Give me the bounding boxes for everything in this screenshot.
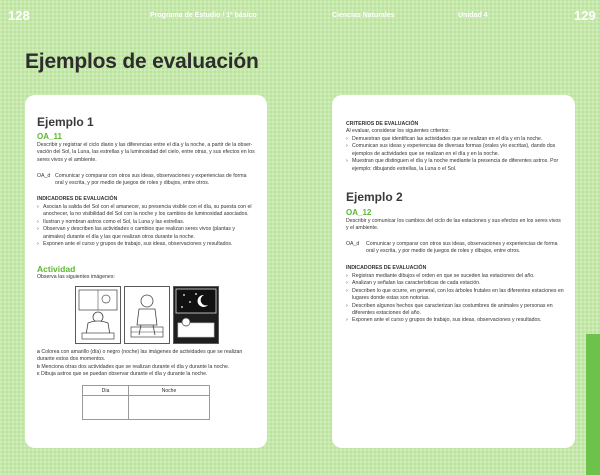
list-item: › Asocian la salida del Sol con el amanecer, su presencia visible con el día, su puesta con el anochecer, la no visibilidad del Sol con la noche y los cambios de luminosidad asociados.	[37, 204, 255, 219]
oa-11-text: Describir y registrar el ciclo diario y las diferencias entre el día y la noche, a partir de la obser-vación del Sol, la Luna, las estrellas y la luminosidad del cielo, entre otras, y sus efectos en los seres vivos y el ambiente.	[37, 142, 255, 163]
criterios-title: CRITERIOS DE EVALUACIÓN	[346, 121, 419, 127]
ejemplo-2-heading: Ejemplo 2	[346, 190, 403, 204]
indicadores-list	[346, 273, 564, 325]
morning-picture-icon	[75, 286, 121, 344]
list-item: › Muestran que distinguen el día y la noche mediante la presencia de diferentes astros. Por ejemplo: dibujando estrellas, la Luna o el Sol.	[346, 158, 564, 173]
table-cell	[83, 396, 129, 420]
night-picture-icon	[173, 286, 219, 344]
left-panel	[25, 95, 267, 448]
day-night-table	[82, 385, 210, 420]
program-header: Programa de Estudio / 1º básico	[150, 12, 257, 19]
ejemplo-1-heading: Ejemplo 1	[37, 115, 94, 129]
right-panel	[332, 95, 575, 448]
list-item: › Registran mediante dibujos el orden en que se suceden las estaciones del año.	[346, 273, 564, 280]
list-item: › b Menciona otras dos actividades que se realizan durante el día y durante la noche.	[37, 364, 255, 371]
list-item: › Ilustran y nombran astros como el Sol, la Luna y las estrellas.	[37, 219, 255, 226]
oa-d-code: OA_d	[37, 173, 51, 179]
oa-d-code: OA_d	[346, 241, 360, 247]
side-tab-marker	[586, 334, 600, 475]
indicadores-list	[37, 204, 255, 248]
page-title: Ejemplos de evaluación	[25, 50, 259, 73]
actividad-intro: Observa las siguientes imágenes:	[37, 274, 115, 280]
list-item: › c Dibuja astros que se puedan observar durante el día y durante la noche.	[37, 371, 255, 378]
subject-header: Ciencias Naturales	[332, 12, 395, 19]
oa-12-text: Describir y comunicar los cambios del ciclo de las estaciones y sus efectos en los seres vivos y el ambiente.	[346, 218, 561, 232]
list-item: › Exponen ante el curso y grupos de trabajo, sus ideas, observaciones y resultados.	[37, 241, 255, 248]
unit-header: Unidad 4	[458, 12, 488, 19]
list-item: › Analizan y señalan las características de cada estación.	[346, 280, 564, 287]
page-number-right: 129	[574, 8, 596, 23]
instructions-list	[37, 349, 255, 379]
list-item: › a Colorea con amarillo (día) o negro (noche) las imágenes de actividades que se realizan durante estos dos momentos.	[37, 349, 255, 364]
daytime-picture-icon	[124, 286, 170, 344]
indicadores-title: INDICADORES DE EVALUACIÓN	[37, 196, 118, 202]
oa-11-code: OA_11	[37, 132, 62, 141]
list-item: › Describen algunos hechos que caracterizan las costumbres de animales y personas en diferentes estaciones del año.	[346, 303, 564, 318]
list-item: › Demuestran que identifican las actividades que se realizan en el día y en la noche.	[346, 136, 564, 143]
oa-d-text: Comunicar y comparar con otros sus ideas, observaciones y experiencias de forma oral y escrita, y por medio de juegos de roles y dibujos, entre otros.	[366, 241, 558, 255]
list-item: › Exponen ante el curso y grupos de trabajo, sus ideas, observaciones y resultados.	[346, 317, 564, 324]
list-item: › Comunican sus ideas y experiencias de diversas formas (orales y/o escritas), dando dos ejemplos de actividades que se realizan en el día y en la noche.	[346, 143, 564, 158]
table-header-dia: Día	[83, 386, 129, 396]
table-header-noche: Noche	[129, 386, 210, 396]
criterios-intro: Al evaluar, considerar los siguientes criterios:	[346, 128, 450, 134]
oa-d-text: Comunicar y comparar con otros sus ideas, observaciones y experiencias de forma oral y escrita, y por medio de juegos de roles y dibujos, entre otros.	[55, 173, 247, 187]
actividad-heading: Actividad	[37, 264, 76, 274]
indicadores-title: INDICADORES DE EVALUACIÓN	[346, 265, 427, 271]
list-item: › Observan y describen las actividades o cambios que realizan seres vivos (plantas y animales) durante el día y las que realizan otros durante la noche.	[37, 226, 255, 241]
table-cell	[129, 396, 210, 420]
page-number-left: 128	[8, 8, 30, 23]
list-item: › Describen lo que ocurre, en general, con los árboles frutales en las diferentes estaciones en lugares donde estas son notorias.	[346, 288, 564, 303]
criterios-list	[346, 136, 564, 173]
oa-12-code: OA_12	[346, 208, 372, 217]
